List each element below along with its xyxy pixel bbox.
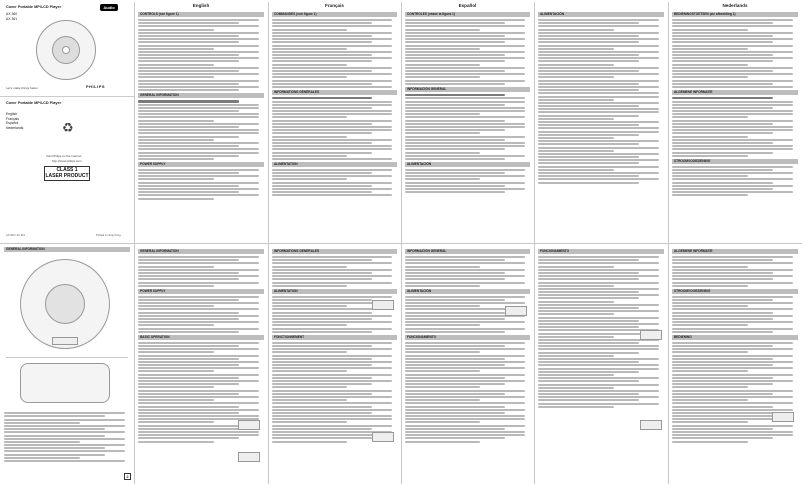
cover-lower-title: Cover Portable MP3-CD Player	[6, 101, 62, 105]
section-bar: ALGEMENE INFORMATIE	[672, 90, 798, 95]
section-bar: INFORMATIONS GÉNÉRALES	[272, 249, 397, 254]
section-bar: ALIMENTACIÓN	[405, 162, 530, 167]
divider	[6, 357, 128, 358]
section-bar: FUNCIONAMIENTO	[538, 249, 664, 254]
lcd-display-icon	[238, 452, 260, 462]
section-bar: BEDIENINGSTOETSEN (zie afbeelding 1)	[672, 12, 798, 17]
language-list	[6, 112, 23, 130]
cover-product-title: Cover Portable MP3-CD Player	[6, 5, 62, 9]
lcd-display-icon	[372, 300, 394, 310]
lang-french: Français	[6, 116, 20, 121]
divider	[0, 96, 134, 97]
section-bar: INFORMACIÓN GENERAL	[405, 87, 530, 92]
section-bar: GENERAL INFORMATION	[4, 247, 130, 252]
header-dutch: Nederlands	[722, 3, 748, 8]
lcd-display-icon	[772, 412, 794, 422]
tagline: Let's make things better.	[6, 86, 39, 90]
header-french: Français	[325, 3, 344, 8]
section-bar: POWER SUPPLY	[138, 289, 264, 294]
section-bar: FONCTIONNEMENT	[272, 335, 397, 340]
section-bar: ALIMENTACIÓN	[405, 289, 530, 294]
visit-text: Visit Philips on the Internet	[46, 154, 82, 158]
lcd-display-icon	[372, 432, 394, 442]
visit-url: http://www.philips.com	[52, 159, 82, 163]
section-bar: BEDIENING	[672, 335, 798, 340]
footer-model: AX 360 / AX 361	[6, 234, 26, 237]
english-bottom-column	[138, 247, 264, 483]
section-bar: GENERAL INFORMATION	[138, 93, 264, 98]
section-bar: CONTROLES (véase la figura 1)	[405, 12, 530, 17]
dutch-bottom-column	[672, 247, 798, 483]
section-bar: INFORMACIÓN GENERAL	[405, 249, 530, 254]
lang-spanish: Español	[6, 121, 19, 126]
section-bar: ALIMENTATION	[272, 289, 397, 294]
player-diagram-side	[20, 363, 110, 403]
spanish-bottom-column-2	[538, 247, 664, 483]
spanish-bottom-column	[405, 247, 530, 483]
lang-english: English	[6, 112, 18, 116]
audio-badge: Audio	[100, 4, 118, 11]
section-bar: FUNCIONAMIENTO	[405, 335, 530, 340]
display-diagram	[52, 337, 78, 345]
horizontal-fold-line	[0, 243, 802, 244]
header-english: English	[192, 3, 210, 8]
philips-logo: PHILIPS	[86, 84, 106, 89]
section-bar: STROOMVOORZIENING	[672, 289, 798, 294]
lcd-display-icon	[238, 420, 260, 430]
english-top-column	[138, 10, 264, 240]
section-bar: POWER SUPPLY	[138, 162, 264, 167]
section-bar: ALIMENTATION	[272, 162, 397, 167]
lang-dutch: Nederlands	[6, 125, 24, 130]
section-bar: INFORMATIONS GÉNÉRALES	[272, 90, 397, 95]
section-bar: ALIMENTACIÓN	[538, 12, 664, 17]
laser-line-1: CLASS 1	[56, 167, 78, 173]
section-bar: GENERAL INFORMATION	[138, 249, 264, 254]
recycle-icon: ♻	[62, 121, 74, 136]
section-bar: CONTROLS (see figure 1)	[138, 12, 264, 17]
lcd-display-icon	[640, 330, 662, 340]
diagram-legend	[4, 411, 130, 463]
spanish-top-column-2	[538, 10, 664, 240]
laser-line-2: LASER PRODUCT	[45, 173, 89, 180]
cover-panel	[0, 0, 134, 243]
french-top-column	[272, 10, 397, 240]
footer-print: Printed in Hong Kong	[96, 234, 121, 237]
french-bottom-column	[272, 247, 397, 483]
lcd-display-icon	[505, 306, 527, 316]
section-bar: COMMANDES (voir figure 1)	[272, 12, 397, 17]
page-number: 2	[124, 473, 131, 480]
section-bar: ALGEMENE INFORMATIE	[672, 249, 798, 254]
disc-hub-icon	[62, 46, 70, 54]
figure-panel	[0, 245, 134, 484]
cover-model-2: AX 361	[6, 17, 18, 21]
lcd-display-icon	[640, 420, 662, 430]
disc-diagram-icon	[45, 284, 85, 324]
section-bar: STROOMVOORZIENING	[672, 159, 798, 164]
header-spanish: Español	[458, 3, 477, 8]
dutch-top-column	[672, 10, 798, 240]
cover-model-1: AX 360	[6, 12, 18, 16]
spanish-top-column	[405, 10, 530, 240]
laser-class-label	[44, 166, 90, 181]
section-bar: BASIC OPERATION	[138, 335, 264, 340]
